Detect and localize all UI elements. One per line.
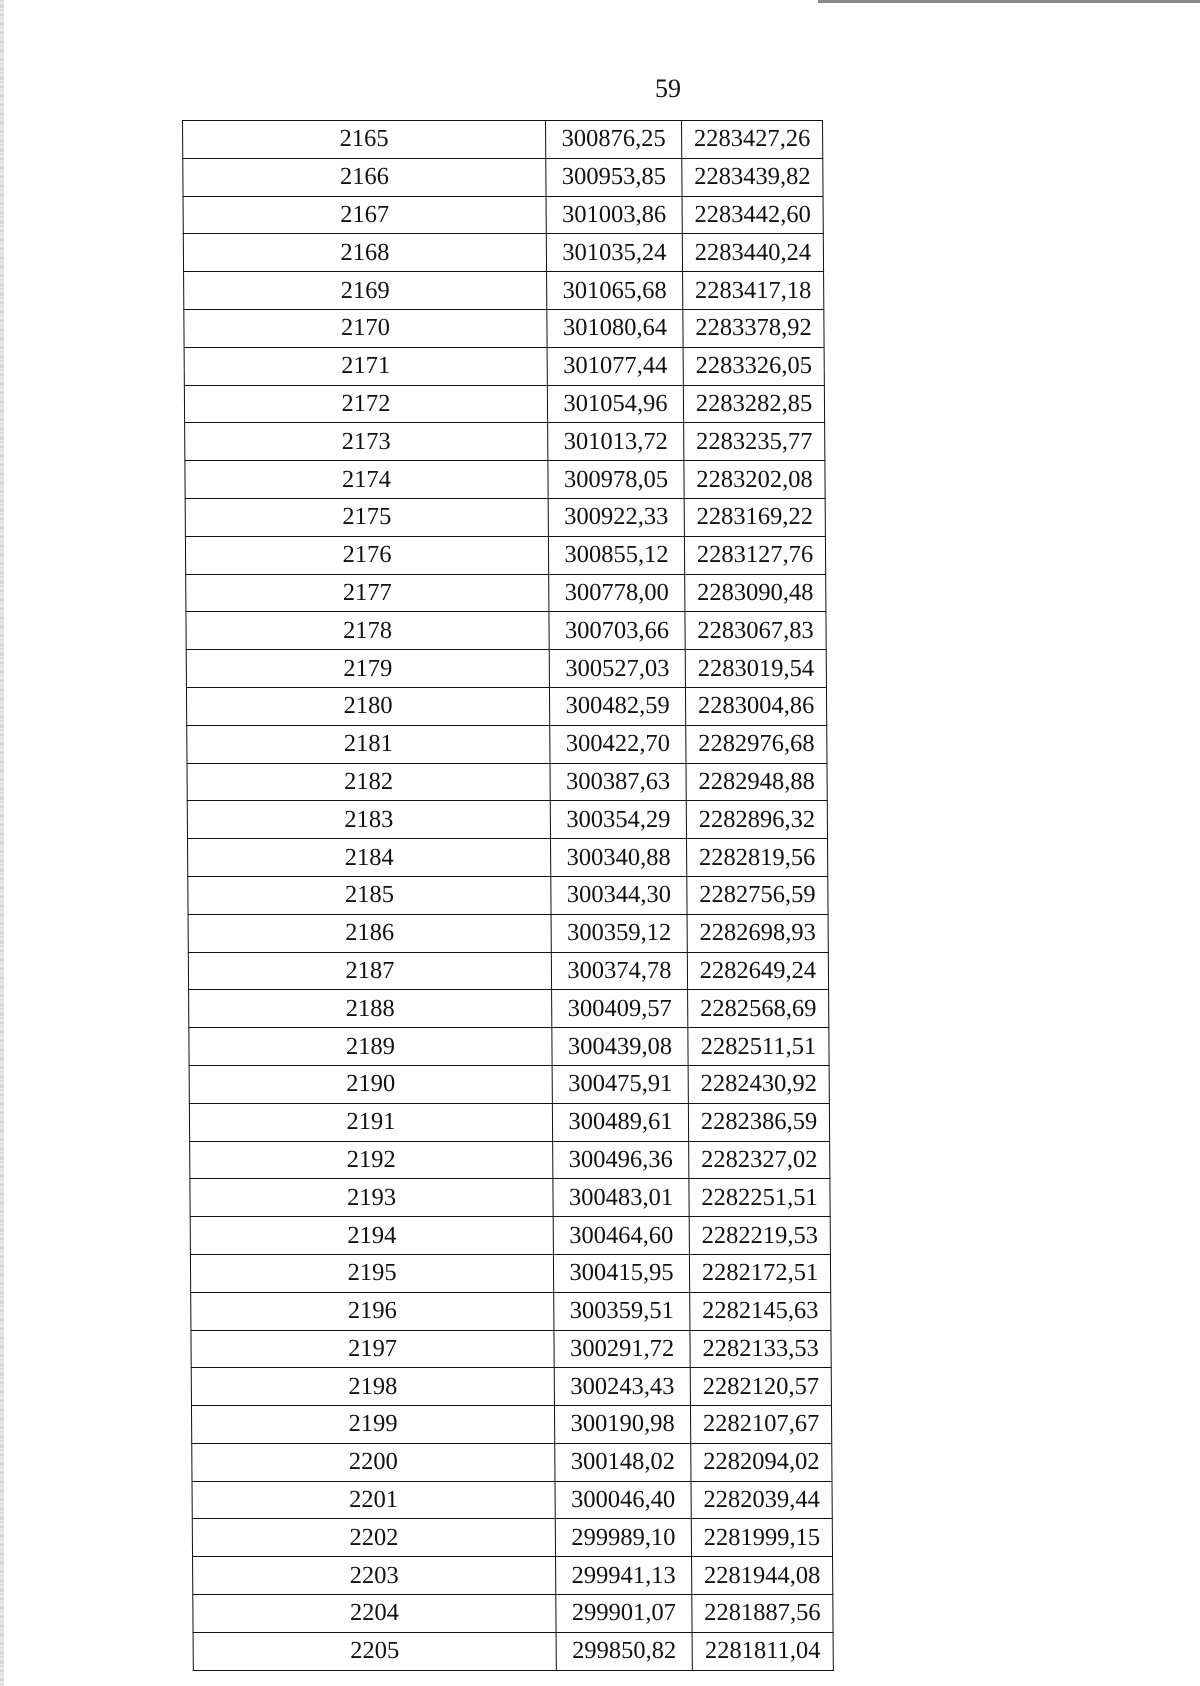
point-number-cell: 2181 [187,725,550,763]
x-coordinate-cell: 300922,33 [548,498,684,536]
point-number-cell: 2166 [183,158,546,196]
table-row [184,309,824,347]
point-number-cell: 2203 [193,1557,556,1595]
x-coordinate-cell: 300409,57 [552,990,688,1028]
table-row [188,839,828,877]
x-coordinate-cell: 299850,82 [556,1632,692,1670]
y-coordinate-cell: 2283090,48 [685,574,826,612]
y-coordinate-cell: 2281811,04 [692,1632,833,1670]
y-coordinate-cell: 2282948,88 [686,763,827,801]
point-number-cell: 2178 [186,612,549,650]
y-coordinate-cell: 2282568,69 [688,990,829,1028]
x-coordinate-cell: 300482,59 [549,687,685,725]
x-coordinate-cell: 301035,24 [546,234,682,272]
x-coordinate-cell: 300439,08 [552,1028,688,1066]
table-row [190,1217,830,1255]
table-row [183,158,823,196]
y-coordinate-cell: 2283127,76 [684,536,825,574]
point-number-cell: 2185 [188,876,551,914]
point-number-cell: 2191 [189,1103,552,1141]
x-coordinate-cell: 300340,88 [551,839,687,877]
coordinates-table-body [183,121,834,1671]
point-number-cell: 2168 [183,234,546,272]
point-number-cell: 2173 [185,423,548,461]
y-coordinate-cell: 2283378,92 [683,309,824,347]
y-coordinate-cell: 2283442,60 [682,196,823,234]
table-row [191,1330,831,1368]
scan-left-edge [0,0,4,1686]
x-coordinate-cell: 300354,29 [550,801,686,839]
coordinates-table [182,120,834,1671]
x-coordinate-cell: 301077,44 [547,347,683,385]
table-row [185,498,825,536]
point-number-cell: 2198 [191,1368,554,1406]
y-coordinate-cell: 2282896,32 [686,801,827,839]
point-number-cell: 2192 [190,1141,553,1179]
point-number-cell: 2175 [185,498,548,536]
y-coordinate-cell: 2282756,59 [687,876,828,914]
table-row [193,1595,833,1633]
x-coordinate-cell: 300527,03 [549,650,685,688]
table-row [189,1065,829,1103]
y-coordinate-cell: 2282649,24 [687,952,828,990]
table-row [188,876,828,914]
x-coordinate-cell: 300953,85 [546,158,682,196]
point-number-cell: 2193 [190,1179,553,1217]
y-coordinate-cell: 2283019,54 [685,650,826,688]
x-coordinate-cell: 300475,91 [552,1065,688,1103]
point-number-cell: 2200 [192,1443,555,1481]
x-coordinate-cell: 300778,00 [549,574,685,612]
y-coordinate-cell: 2282511,51 [688,1028,829,1066]
table-row [185,461,825,499]
y-coordinate-cell: 2281999,15 [691,1519,832,1557]
point-number-cell: 2205 [193,1632,556,1670]
point-number-cell: 2201 [192,1481,555,1519]
x-coordinate-cell: 301054,96 [547,385,683,423]
table-row [185,536,825,574]
table-row [183,196,823,234]
table-row [190,1141,830,1179]
table-row [185,423,825,461]
point-number-cell: 2195 [190,1254,553,1292]
x-coordinate-cell: 300148,02 [555,1443,691,1481]
y-coordinate-cell: 2283427,26 [682,121,823,159]
y-coordinate-cell: 2283067,83 [685,612,826,650]
x-coordinate-cell: 300703,66 [549,612,685,650]
y-coordinate-cell: 2282386,59 [688,1103,829,1141]
table-row [193,1632,833,1670]
y-coordinate-cell: 2282698,93 [687,914,828,952]
table-row [183,234,823,272]
y-coordinate-cell: 2283169,22 [684,498,825,536]
y-coordinate-cell: 2282133,53 [690,1330,831,1368]
table-row [184,272,824,310]
point-number-cell: 2167 [183,196,546,234]
y-coordinate-cell: 2283440,24 [682,234,823,272]
table-row [191,1292,831,1330]
x-coordinate-cell: 300464,60 [553,1217,689,1255]
x-coordinate-cell: 300190,98 [554,1406,690,1444]
table-row [188,952,828,990]
x-coordinate-cell: 300876,25 [546,121,682,159]
x-coordinate-cell: 300291,72 [554,1330,690,1368]
x-coordinate-cell: 300422,70 [550,725,686,763]
point-number-cell: 2199 [191,1406,554,1444]
y-coordinate-cell: 2282430,92 [688,1065,829,1103]
point-number-cell: 2188 [189,990,552,1028]
y-coordinate-cell: 2283282,85 [683,385,824,423]
table-row [186,612,826,650]
table-row [184,385,824,423]
point-number-cell: 2184 [188,839,551,877]
table-row [192,1443,832,1481]
table-row [186,650,826,688]
point-number-cell: 2202 [192,1519,555,1557]
point-number-cell: 2183 [187,801,550,839]
point-number-cell: 2197 [191,1330,554,1368]
point-number-cell: 2182 [187,763,550,801]
x-coordinate-cell: 300496,36 [553,1141,689,1179]
point-number-cell: 2187 [188,952,551,990]
point-number-cell: 2204 [193,1595,556,1633]
point-number-cell: 2171 [184,347,547,385]
point-number-cell: 2177 [186,574,549,612]
point-number-cell: 2172 [184,385,547,423]
y-coordinate-cell: 2282145,63 [690,1292,831,1330]
y-coordinate-cell: 2282039,44 [691,1481,832,1519]
table-row [186,687,826,725]
x-coordinate-cell: 300374,78 [551,952,687,990]
y-coordinate-cell: 2282327,02 [689,1141,830,1179]
table-row [187,763,827,801]
y-coordinate-cell: 2282120,57 [690,1368,831,1406]
x-coordinate-cell: 300046,40 [555,1481,691,1519]
y-coordinate-cell: 2282107,67 [690,1406,831,1444]
table-row [186,574,826,612]
point-number-cell: 2169 [184,272,547,310]
x-coordinate-cell: 301065,68 [547,272,683,310]
point-number-cell: 2170 [184,309,547,347]
table-row [189,1028,829,1066]
x-coordinate-cell: 299901,07 [556,1595,692,1633]
table-row [189,1103,829,1141]
x-coordinate-cell: 299941,13 [556,1557,692,1595]
x-coordinate-cell: 300359,51 [554,1292,690,1330]
y-coordinate-cell: 2283326,05 [683,347,824,385]
x-coordinate-cell: 300855,12 [548,536,684,574]
table-row [193,1557,833,1595]
x-coordinate-cell: 300387,63 [550,763,686,801]
y-coordinate-cell: 2283417,18 [683,272,824,310]
x-coordinate-cell: 300489,61 [552,1103,688,1141]
point-number-cell: 2174 [185,461,548,499]
y-coordinate-cell: 2282094,02 [691,1443,832,1481]
y-coordinate-cell: 2282251,51 [689,1179,830,1217]
y-coordinate-cell: 2283439,82 [682,158,823,196]
y-coordinate-cell: 2282219,53 [689,1217,830,1255]
y-coordinate-cell: 2283202,08 [684,461,825,499]
y-coordinate-cell: 2282172,51 [689,1254,830,1292]
table-row [192,1481,832,1519]
point-number-cell: 2190 [189,1065,552,1103]
table-row [184,347,824,385]
page-number: 59 [655,74,681,103]
x-coordinate-cell: 299989,10 [555,1519,691,1557]
y-coordinate-cell: 2281944,08 [692,1557,833,1595]
table-row [190,1254,830,1292]
point-number-cell: 2180 [186,687,549,725]
point-number-cell: 2189 [189,1028,552,1066]
y-coordinate-cell: 2283235,77 [684,423,825,461]
table-row [191,1368,831,1406]
table-row [189,990,829,1028]
y-coordinate-cell: 2281887,56 [692,1595,833,1633]
point-number-cell: 2186 [188,914,551,952]
point-number-cell: 2165 [183,121,546,159]
x-coordinate-cell: 300483,01 [553,1179,689,1217]
x-coordinate-cell: 301013,72 [548,423,684,461]
point-number-cell: 2196 [191,1292,554,1330]
x-coordinate-cell: 300415,95 [553,1254,689,1292]
x-coordinate-cell: 301080,64 [547,309,683,347]
table-row [187,801,827,839]
scan-top-edge [818,0,1200,3]
x-coordinate-cell: 300359,12 [551,914,687,952]
table-row [191,1406,831,1444]
y-coordinate-cell: 2282819,56 [687,839,828,877]
point-number-cell: 2176 [185,536,548,574]
x-coordinate-cell: 300344,30 [551,876,687,914]
table-row [190,1179,830,1217]
table-row [188,914,828,952]
table-row [183,121,823,159]
y-coordinate-cell: 2282976,68 [686,725,827,763]
x-coordinate-cell: 300978,05 [548,461,684,499]
x-coordinate-cell: 301003,86 [546,196,682,234]
x-coordinate-cell: 300243,43 [554,1368,690,1406]
point-number-cell: 2194 [190,1217,553,1255]
point-number-cell: 2179 [186,650,549,688]
table-row [192,1519,832,1557]
table-row [187,725,827,763]
y-coordinate-cell: 2283004,86 [685,687,826,725]
